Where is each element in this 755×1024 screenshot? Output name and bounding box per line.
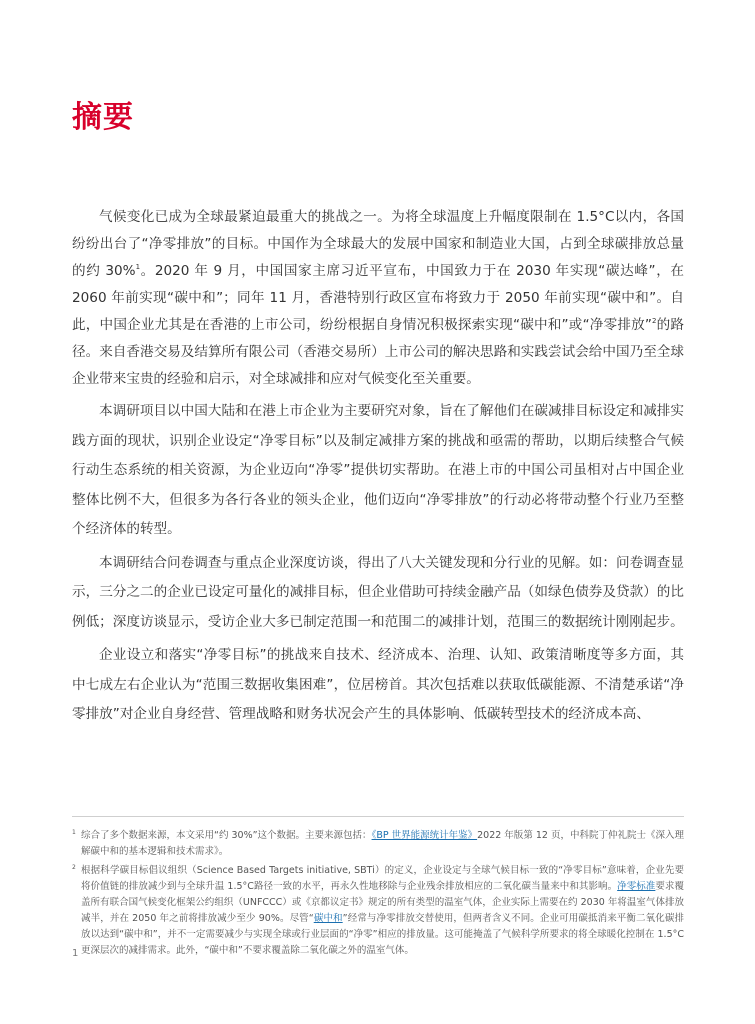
paragraph-1: [72, 204, 684, 393]
paragraph-1-text-a: 气候变化已成为全球最紧迫最重大的挑战之一。为将全球温度上升幅度限制在 1.5°C以内，各国纷纷出台了“净零排放”的目标。中国作为全球最大的发展中国家和制造业大国，占到全球碳排放总量的约 30%: [72, 209, 684, 279]
footnote-ref-1[interactable]: 1: [135, 263, 141, 271]
carbon-neutral-link[interactable]: 碳中和: [313, 913, 343, 924]
footnote-1-text-b: 2022 年版第 12 页，中科院丁仲礼院士《深入理解碳中和的基本逻辑和技术需求》。: [81, 830, 684, 857]
paragraph-3: 本调研结合问卷调查与重点企业深度访谈，得出了八大关键发现和分行业的见解。如：问卷调查显示，三分之二的企业已设定可量化的减排目标，但企业借助可持续金融产品（如绿色债券及贷款）的比例低；深度访谈显示，受访企业大多已制定范围一和范围二的减排计划，范围三的数据统计刚刚起步。: [72, 554, 684, 630]
paragraph-4: 企业设立和落实“净零目标”的挑战来自技术、经济成本、治理、认知、政策清晰度等多方面，其中七成左右企业认为“范围三数据收集困难”，位居榜首。其次包括难以获取低碳能源、不清楚承诺“净零排放”对企业自身经营、管理战略和财务状况会产生的具体影响、低碳转型技术的经济成本高、: [72, 647, 684, 722]
footnote-1-text-a: 综合了多个数据来源，本文采用“约 30%”这个数据。主要来源包括：: [81, 830, 372, 841]
net-zero-standard-link[interactable]: 净零标准: [617, 881, 656, 892]
paragraph-1-text-c: 的路径。来自香港交易及结算所有限公司（香港交易所）上市公司的解决思路和实践尝试会给中国乃至全球企业带来宝贵的经验和启示，对全球减排和应对气候变化至关重要。: [72, 317, 684, 387]
footnote-divider: [72, 816, 684, 817]
paragraph-2: 本调研项目以中国大陆和在港上市企业为主要研究对象，旨在了解他们在碳减排目标设定和减排实践方面的现状，识别企业设定“净零目标”以及制定减排方案的挑战和亟需的帮助，以期后续整合气候行动生态系统的相关资源，为企业迈向“净零”提供切实帮助。在港上市的中国公司虽相对占中国企业整体比例不大，但很多为各行各业的领头企业，他们迈向“净零排放”的行动必将带动整个行业乃至整个经济体的转型。: [72, 403, 684, 537]
page-number: 1: [72, 948, 79, 959]
footnote-1: [72, 828, 684, 860]
footnote-2-text-a: 根据科学碳目标倡议组织（Science Based Targets initiative, SBTi）的定义，企业设定与全球气候目标一致的“净零目标”意味着，企业先要将价值链的排放减少到与全球升温 1.5°C路径一致的水平，再永久性地移除与企业残余排放相应的二氧化碳当量来中和其影响。: [81, 865, 684, 892]
body-text: [72, 204, 684, 730]
footnote-2-text-b: 要求覆盖所有联合国气候变化框架公约组织（UNFCCC）或《京都议定书》规定的所有类型的温室气体，企业实际上需要在约 2030 年将温室气体排放减半，并在 2050 年之前将排放减少至少 90%。尽管“: [81, 881, 684, 924]
bp-energy-review-link[interactable]: 《BP 世界能源统计年鉴》: [371, 830, 478, 841]
paragraph-1-text-b: 。2020 年 9 月，中国国家主席习近平宣布，中国致力于在 2030 年实现“碳达峰”，在 2060 年前实现“碳中和”；同年 11 月，香港特别行政区宣布将致力于 2050 年前实现“碳中和”。自此，中国企业尤其是在香港的上市公司，纷纷根据自身情况积极探索实现“碳中和”或“净零排放”: [72, 263, 684, 333]
footnote-ref-2[interactable]: 2: [651, 317, 657, 325]
footnote-2-text-c: ”经常与净零排放交替使用，但两者含义不同。企业可用碳抵消来平衡二氧化碳排放以达到“碳中和”，并不一定需要减少与实现全球或行业层面的“净零”相应的排放量。这可能掩盖了气候科学所要求的将全球暖化控制在 1.5°C更深层次的减排需求。此外，“碳中和”不要求覆盖除二氧化碳之外的温室气体。: [81, 913, 684, 956]
footnote-2-mark: 2: [72, 864, 76, 871]
footnote-2: [72, 863, 684, 959]
footnotes: [72, 828, 684, 959]
footnote-1-mark: 1: [72, 829, 76, 836]
page-title: 摘要: [72, 100, 134, 135]
